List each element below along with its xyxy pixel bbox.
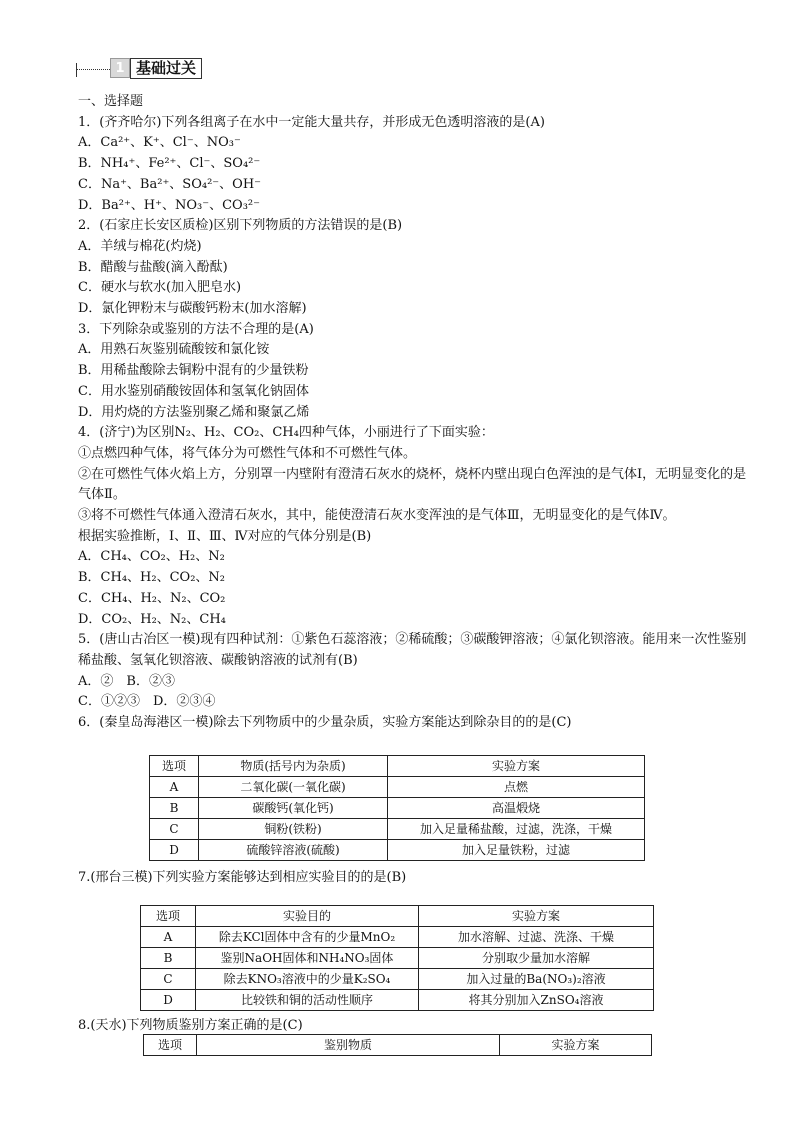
table-header-row [150,756,645,777]
table-cell: 点燃 [388,777,645,798]
q6-stem: 6．(秦皇岛海港区一模)除去下列物质中的少量杂质，实验方案能达到除杂目的的是(C) [78,715,572,731]
table-row [150,840,645,861]
question-content [78,92,754,734]
table-cell: A [141,927,196,948]
q4-option-c: C．CH₄、H₂、N₂、CO₂ [78,590,226,606]
table-cell: D [150,840,199,861]
section-header [76,57,202,79]
q4-step-2: ②在可燃性气体火焰上方，分别罩一内壁附有澄清石灰水的烧杯，烧杯内壁出现白色浑浊的是气体Ⅰ，无明显变化的是气体Ⅱ。 [78,466,747,503]
header-divider-mark [76,63,77,77]
table-header-cell: 选项 [144,1035,197,1056]
q1-option-c: C．Na⁺、Ba²⁺、SO₄²⁻、OH⁻ [78,176,262,192]
table-header-row [144,1035,652,1056]
header-dotted-line [76,69,110,70]
table-cell: C [141,969,196,990]
table-cell: 加入足量铁粉，过滤 [388,840,645,861]
q3-option-b: B．用稀盐酸除去铜粉中混有的少量铁粉 [78,363,309,379]
table-cell: 加入过量的Ba(NO₃)₂溶液 [419,969,654,990]
table-header-cell: 实验目的 [196,906,419,927]
q4-option-a: A．CH₄、CO₂、H₂、N₂ [78,549,225,565]
q2-stem: 2．(石家庄长安区质检)区别下列物质的方法错误的是(B) [78,218,403,234]
q2-option-c: C．硬水与软水(加入肥皂水) [78,280,242,296]
q3-option-c: C．用水鉴别硝酸铵固体和氢氧化钠固体 [78,383,309,399]
q3-stem: 3．下列除杂或鉴别的方法不合理的是(A) [78,321,314,337]
q6-table [149,755,645,861]
q4-step-3: ③将不可燃性气体通入澄清石灰水，其中，能使澄清石灰水变浑浊的是气体Ⅲ，无明显变化的是气体Ⅳ。 [78,508,676,524]
table-cell: 除去KNO₃溶液中的少量K₂SO₄ [196,969,419,990]
table-cell: 高温煅烧 [388,798,645,819]
table-cell: 将其分别加入ZnSO₄溶液 [419,990,654,1011]
table-row [141,927,654,948]
table-row [141,990,654,1011]
table-cell: D [141,990,196,1011]
table-header-cell: 物质(括号内为杂质) [199,756,388,777]
table-cell: B [150,798,199,819]
table-cell: 二氧化碳(一氧化碳) [199,777,388,798]
table-cell: 鉴别NaOH固体和NH₄NO₃固体 [196,948,419,969]
section-heading: 一、选择题 [78,94,144,109]
table-header-cell: 选项 [141,906,196,927]
q4-option-b: B．CH₄、H₂、CO₂、N₂ [78,570,225,586]
q2-option-d: D．氯化钾粉末与碳酸钙粉末(加水溶解) [78,301,307,317]
table-row [141,948,654,969]
q7-stem: 7.(邢台三模)下列实验方案能够达到相应实验目的的是(B) [78,870,407,885]
q3-option-d: D．用灼烧的方法鉴别聚乙烯和聚氯乙烯 [78,404,310,420]
q1-option-b: B．NH₄⁺、Fe²⁺、Cl⁻、SO₄²⁻ [78,156,261,172]
table-cell: 铜粉(铁粉) [199,819,388,840]
q5-stem: 5．(唐山古冶区一模)现有四种试剂：①紫色石蕊溶液；②稀硫酸；③碳酸钾溶液；④氯化钡溶液。能用来一次性鉴别稀盐酸、氢氧化钡溶液、碳酸钠溶液的试剂有(B) [78,632,747,668]
section-title: 基础过关 [130,58,202,79]
table-row [150,798,645,819]
table-cell: B [141,948,196,969]
table-cell: 加入足量稀盐酸，过滤，洗涤，干燥 [388,819,645,840]
table-header-cell: 实验方案 [500,1035,652,1056]
q8-stem: 8.(天水)下列物质鉴别方案正确的是(C) [78,1018,303,1033]
table-header-cell: 选项 [150,756,199,777]
table-row [141,969,654,990]
table-cell: 比较铁和铜的活动性顺序 [196,990,419,1011]
table-cell: 除去KCl固体中含有的少量MnO₂ [196,927,419,948]
table-cell: 加水溶解、过滤、洗涤、干燥 [419,927,654,948]
q1-stem: 1．(齐齐哈尔)下列各组离子在水中一定能大量共存，并形成无色透明溶液的是(A) [78,114,545,130]
q5-options-ab: A．② B．②③ [78,673,175,689]
q4-option-d: D．CO₂、H₂、N₂、CH₄ [78,611,226,627]
table-cell: 硫酸锌溶液(硫酸) [199,840,388,861]
q2-option-a: A．羊绒与棉花(灼烧) [78,238,202,254]
table-row [150,819,645,840]
q8-table [143,1034,652,1056]
q4-step-1: ①点燃四种气体，将气体分为可燃性气体和不可燃性气体。 [78,445,417,461]
table-cell: 分别取少量加水溶解 [419,948,654,969]
table-cell: 碳酸钙(氧化钙) [199,798,388,819]
q5-options-cd: C．①②③ D．②③④ [78,694,216,710]
section-number-badge: 1 [110,58,130,78]
q4-inference: 根据实验推断，Ⅰ、Ⅱ、Ⅲ、Ⅳ对应的气体分别是(B) [78,528,372,544]
table-header-cell: 实验方案 [419,906,654,927]
q4-stem: 4．(济宁)为区别N₂、H₂、CO₂、CH₄四种气体，小丽进行了下面实验： [78,425,494,441]
table-row [150,777,645,798]
q1-option-d: D．Ba²⁺、H⁺、NO₃⁻、CO₃²⁻ [78,197,260,213]
q3-option-a: A．用熟石灰鉴别硫酸铵和氯化铵 [78,342,270,358]
table-cell: C [150,819,199,840]
q7-table [140,905,654,1011]
q1-option-a: A．Ca²⁺、K⁺、Cl⁻、NO₃⁻ [78,135,241,151]
table-header-cell: 实验方案 [388,756,645,777]
q2-option-b: B．醋酸与盐酸(滴入酚酞) [78,259,228,275]
table-header-cell: 鉴别物质 [197,1035,500,1056]
table-cell: A [150,777,199,798]
table-header-row [141,906,654,927]
